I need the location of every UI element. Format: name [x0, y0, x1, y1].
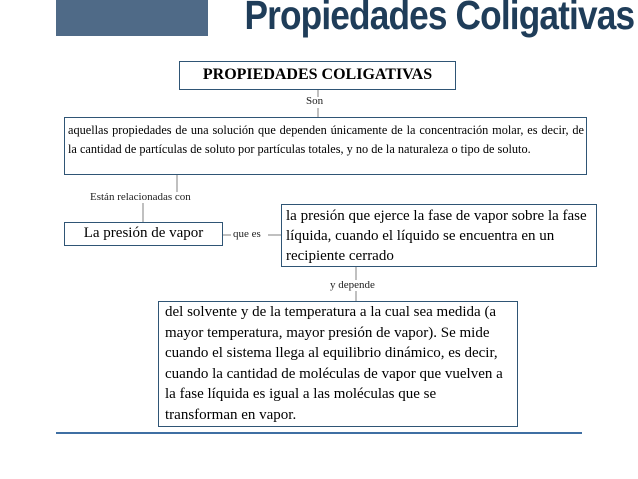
pressure-definition-box: la presión que ejerce la fase de vapor sobre la fase líquida, cuando el líquido se encuentra en un recipiente cerrado	[281, 204, 597, 267]
label-y-depende: y depende	[330, 279, 375, 291]
vapor-pressure-box: La presión de vapor	[64, 222, 223, 246]
definition-box: aquellas propiedades de una solución que dependen únicamente de la concentración molar, es decir, de la cantidad de partículas de soluto por partículas totales, y no de la naturaleza o tipo de soluto.	[64, 117, 587, 175]
slide-title: Propiedades Coligativas	[244, 0, 634, 38]
header-box: PROPIEDADES COLIGATIVAS	[179, 61, 456, 90]
label-relacionadas: Están relacionadas con	[90, 191, 191, 203]
label-que-es: que es	[233, 228, 261, 240]
label-son: Son	[306, 95, 324, 107]
dependency-box: del solvente y de la temperatura a la cual sea medida (a mayor temperatura, mayor presión de vapor). Se mide cuando el sistema llega al equilibrio dinámico, es decir, cuando la cantidad de moléculas de vapor que vuelven a la fase líquida es igual a las moléculas que se transforman en vapor.	[158, 301, 518, 427]
bottom-rule	[56, 432, 582, 434]
